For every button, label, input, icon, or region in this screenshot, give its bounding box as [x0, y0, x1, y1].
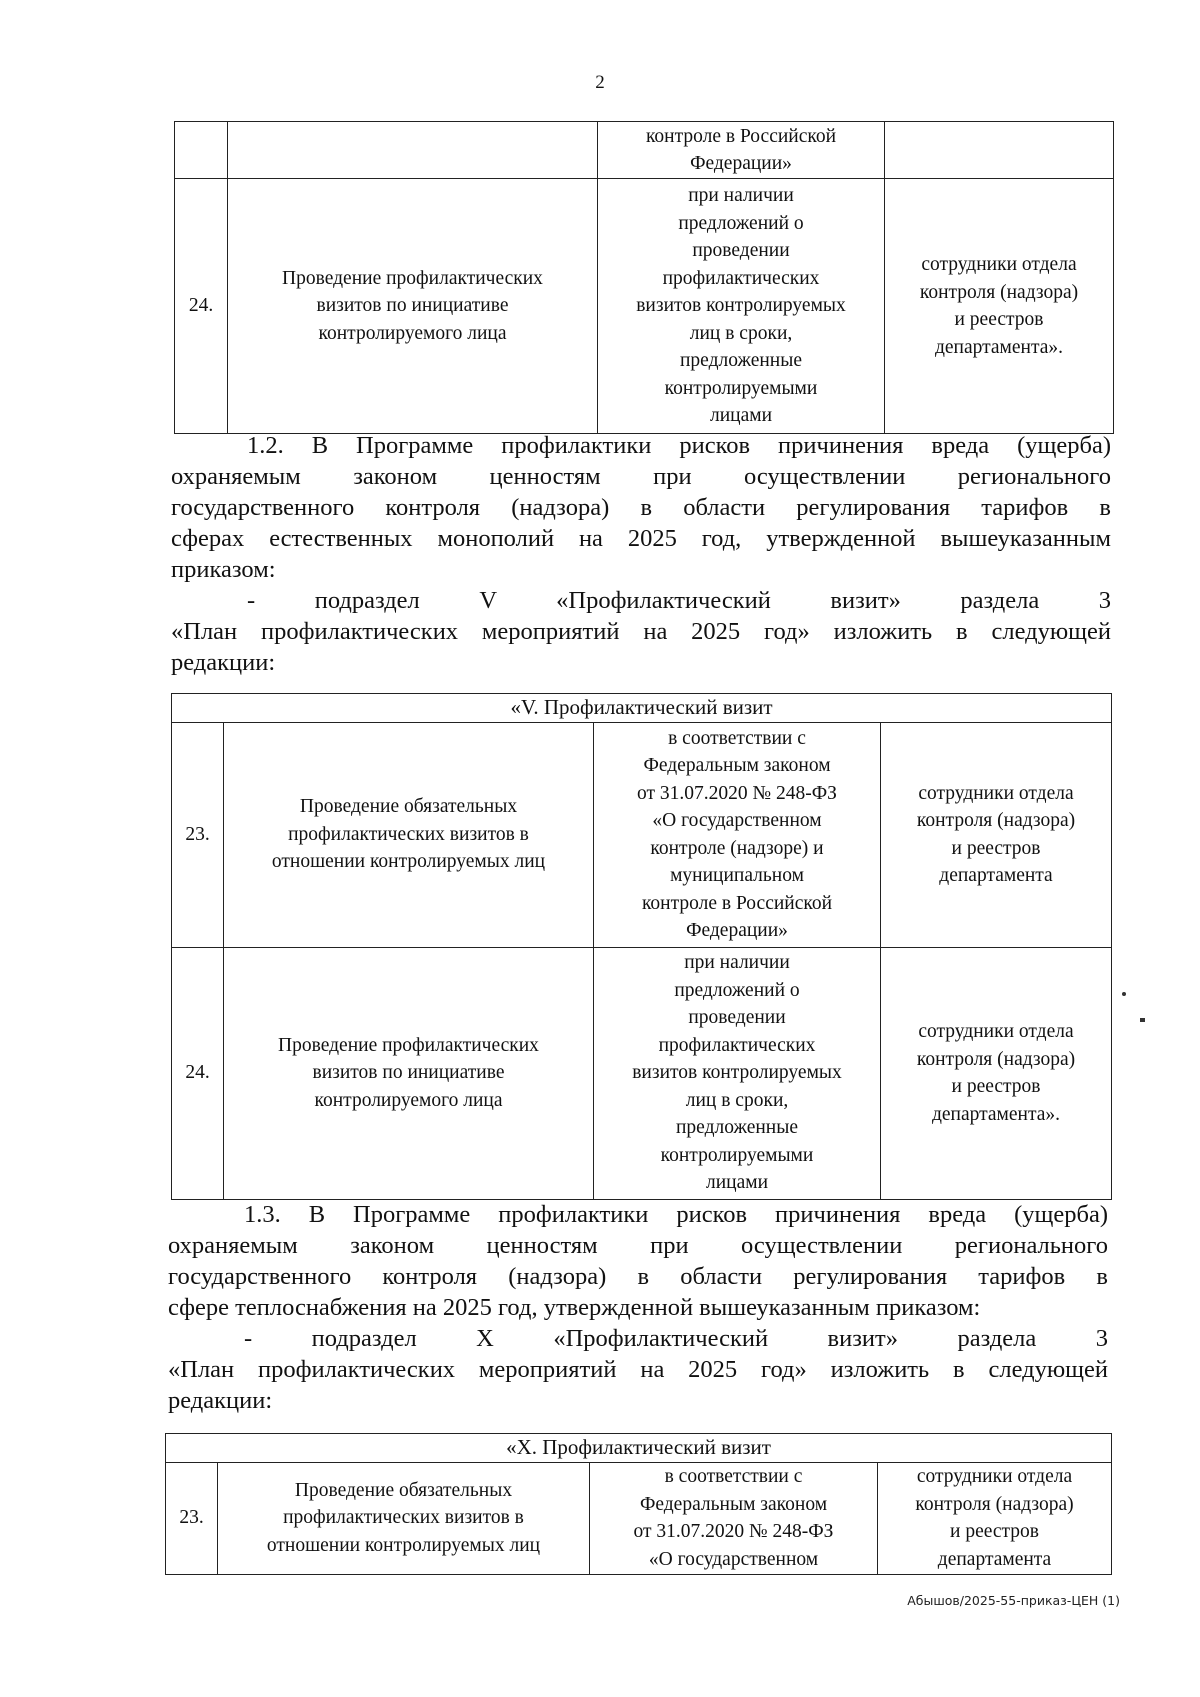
table-row — [172, 947, 1112, 1199]
paragraph-line: сфере теплоснабжения на 2025 год, утвержденной вышеуказанным приказом: — [168, 1294, 981, 1321]
paragraph-line: сферах естественных монополий на 2025 год, утвержденной вышеуказанным — [171, 525, 1111, 552]
table-row — [172, 722, 1112, 947]
table-header-row — [166, 1434, 1112, 1463]
row-number: 24. — [175, 179, 228, 434]
table-row — [166, 1462, 1112, 1574]
row-number: 23. — [172, 722, 224, 947]
scan-dot — [1122, 992, 1126, 996]
row-basis: в соответствии с Федеральным законом от 31.07.2020 № 248-ФЗ «О государственном — [590, 1462, 878, 1574]
list-item-line: - подраздел V «Профилактический визит» раздела 3 — [247, 587, 1111, 614]
table-section-v — [171, 693, 1112, 1200]
list-item-line: «План профилактических мероприятий на 2025 год» изложить в следующей — [171, 618, 1111, 645]
document-code: Абышов/2025-55-приказ-ЦЕН (1) — [907, 1593, 1120, 1608]
row-basis: при наличии предложений о проведении профилактических визитов контролируемых лиц в сроки, предложенные контролируемыми лицами — [598, 179, 885, 434]
list-item-line: «План профилактических мероприятий на 2025 год» изложить в следующей — [168, 1356, 1108, 1383]
page-number: 2 — [595, 72, 605, 93]
table-header: «X. Профилактический визит — [166, 1434, 1112, 1463]
row-responsible: сотрудники отдела контроля (надзора) и реестров департамента». — [885, 179, 1114, 434]
list-item-line: - подраздел X «Профилактический визит» раздела 3 — [244, 1325, 1108, 1352]
paragraph-1-3 — [168, 1199, 1108, 1416]
paragraph-line: охраняемым законом ценностям при осуществлении регионального — [168, 1232, 1108, 1259]
row-title — [228, 122, 598, 179]
row-number — [175, 122, 228, 179]
row-responsible — [885, 122, 1114, 179]
paragraph-line: охраняемым законом ценностям при осуществлении регионального — [171, 463, 1111, 490]
row-title: Проведение обязательных профилактических визитов в отношении контролируемых лиц — [224, 722, 594, 947]
row-title: Проведение профилактических визитов по инициативе контролируемого лица — [224, 947, 594, 1199]
table-top — [174, 121, 1114, 434]
paragraph-line: приказом: — [171, 556, 276, 583]
table-row — [175, 179, 1114, 434]
row-title: Проведение профилактических визитов по инициативе контролируемого лица — [228, 179, 598, 434]
table-header: «V. Профилактический визит — [172, 694, 1112, 723]
table-header-row — [172, 694, 1112, 723]
scan-dot — [1140, 1018, 1145, 1022]
table-row — [175, 122, 1114, 179]
list-item-line: редакции: — [168, 1387, 273, 1414]
row-basis: в соответствии с Федеральным законом от 31.07.2020 № 248-ФЗ «О государственном контроле (надзоре) и муниципальном контроле в Российской Федерации» — [594, 722, 881, 947]
paragraph-1-2 — [171, 430, 1111, 678]
row-basis: при наличии предложений о проведении профилактических визитов контролируемых лиц в сроки, предложенные контролируемыми лицами — [594, 947, 881, 1199]
paragraph-line: государственного контроля (надзора) в области регулирования тарифов в — [168, 1263, 1108, 1290]
row-number: 23. — [166, 1462, 218, 1574]
row-responsible: сотрудники отдела контроля (надзора) и реестров департамента». — [881, 947, 1112, 1199]
row-responsible: сотрудники отдела контроля (надзора) и реестров департамента — [878, 1462, 1112, 1574]
paragraph-line: 1.3. В Программе профилактики рисков причинения вреда (ущерба) — [244, 1201, 1108, 1228]
paragraph-line: 1.2. В Программе профилактики рисков причинения вреда (ущерба) — [247, 432, 1111, 459]
row-number: 24. — [172, 947, 224, 1199]
row-responsible: сотрудники отдела контроля (надзора) и реестров департамента — [881, 722, 1112, 947]
row-basis: контроле в Российской Федерации» — [598, 122, 885, 179]
list-item-line: редакции: — [171, 649, 276, 676]
row-title: Проведение обязательных профилактических визитов в отношении контролируемых лиц — [218, 1462, 590, 1574]
paragraph-line: государственного контроля (надзора) в области регулирования тарифов в — [171, 494, 1111, 521]
table-section-x — [165, 1433, 1112, 1575]
